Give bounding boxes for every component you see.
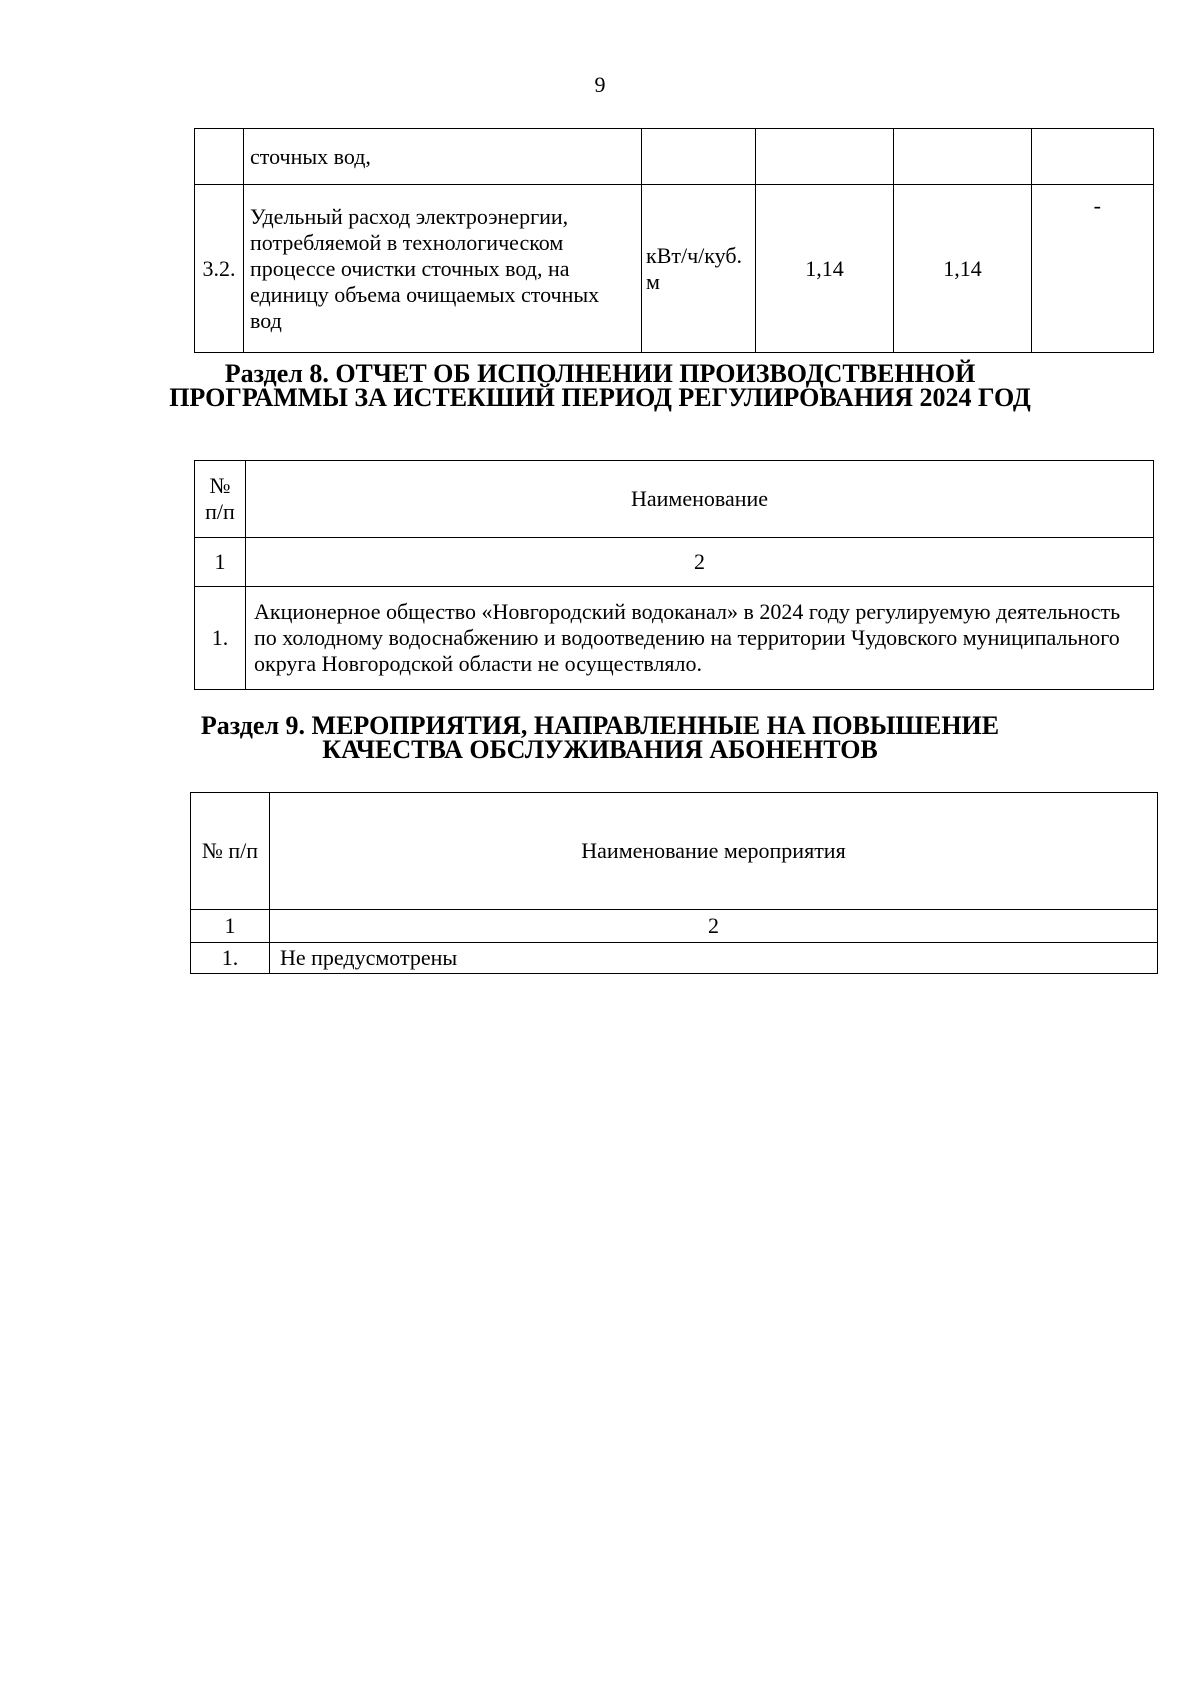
column-header-number: № п/п bbox=[195, 461, 246, 538]
section-9-table bbox=[190, 792, 1158, 974]
row-number-cell bbox=[195, 129, 244, 185]
section-8-heading: Раздел 8. ОТЧЕТ ОБ ИСПОЛНЕНИИ ПРОИЗВОДСТВЕННОЙ ПРОГРАММЫ ЗА ИСТЕКШИЙ ПЕРИОД РЕГУЛИРОВАНИЯ 2024 ГОД bbox=[169, 359, 1031, 412]
row-text-cell: Акционерное общество «Новгородский водоканал» в 2024 году регулируемую деятельность по холодному водоснабжению и водоотведению на территории Чудовского муниципального округа Новгородской области не осуществляло. bbox=[246, 587, 1154, 690]
value-cell: 1,14 bbox=[894, 185, 1032, 353]
column-index-cell: 2 bbox=[270, 910, 1158, 943]
table-row bbox=[191, 943, 1158, 974]
table-header-row bbox=[191, 793, 1158, 910]
column-index-cell: 1 bbox=[195, 538, 246, 587]
column-header-number: № п/п bbox=[191, 793, 270, 910]
value-cell: 1,14 bbox=[756, 185, 894, 353]
column-index-row bbox=[195, 538, 1154, 587]
table-header-row bbox=[195, 461, 1154, 538]
page-number: 9 bbox=[594, 72, 606, 97]
column-header-name: Наименование bbox=[246, 461, 1154, 538]
indicators-table-continuation bbox=[194, 128, 1154, 353]
value-cell bbox=[756, 129, 894, 185]
row-number-cell: 1. bbox=[191, 943, 270, 974]
section-8-table bbox=[194, 460, 1154, 690]
table-row bbox=[195, 129, 1154, 185]
row-text-cell: Не предусмотрены bbox=[270, 943, 1158, 974]
value-cell bbox=[894, 129, 1032, 185]
value-cell: - bbox=[1032, 185, 1154, 353]
column-index-cell: 2 bbox=[246, 538, 1154, 587]
column-header-name: Наименование мероприятия bbox=[270, 793, 1158, 910]
column-index-row bbox=[191, 910, 1158, 943]
indicator-name-cell: Удельный расход электроэнергии, потребляемой в технологическом процессе очистки сточных вод, на единицу объема очищаемых сточных вод bbox=[244, 185, 642, 353]
value-cell bbox=[1032, 129, 1154, 185]
table-row bbox=[195, 587, 1154, 690]
unit-cell bbox=[642, 129, 756, 185]
indicator-name-cell: сточных вод, bbox=[244, 129, 642, 185]
section-9-heading: Раздел 9. МЕРОПРИЯТИЯ, НАПРАВЛЕННЫЕ НА ПОВЫШЕНИЕ КАЧЕСТВА ОБСЛУЖИВАНИЯ АБОНЕНТОВ bbox=[200, 711, 1000, 764]
row-number-cell: 1. bbox=[195, 587, 246, 690]
unit-cell: кВт/ч/куб. м bbox=[642, 185, 756, 353]
table-row bbox=[195, 185, 1154, 353]
row-number-cell: 3.2. bbox=[195, 185, 244, 353]
column-index-cell: 1 bbox=[191, 910, 270, 943]
